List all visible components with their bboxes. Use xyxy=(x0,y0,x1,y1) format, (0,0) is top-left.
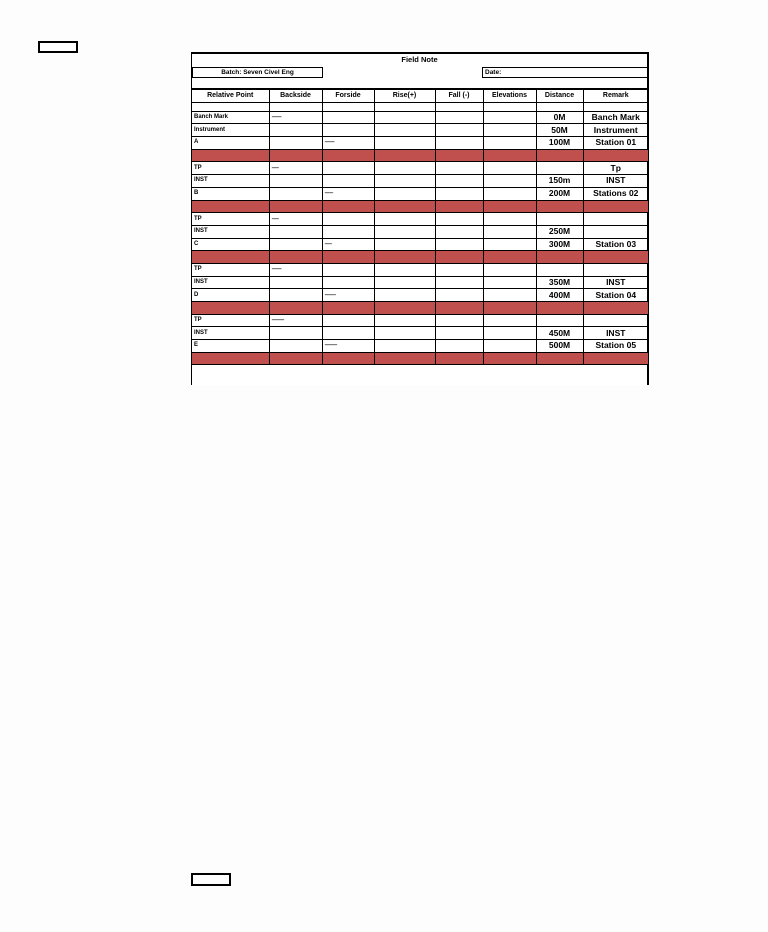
fall-cell xyxy=(435,162,483,175)
top-left-marker-box xyxy=(38,41,78,53)
batch-box xyxy=(192,67,323,78)
separator-cell xyxy=(322,251,374,264)
separator-cell xyxy=(322,200,374,213)
distance-cell: 200M xyxy=(536,187,583,200)
elevations-cell xyxy=(483,238,536,251)
elevations-cell xyxy=(483,137,536,150)
separator-cell xyxy=(374,302,435,315)
forside-cell xyxy=(322,124,374,137)
rise-cell xyxy=(374,137,435,150)
blank-row xyxy=(192,80,647,89)
distance-cell: 0M xyxy=(536,111,583,124)
separator-cell xyxy=(583,302,648,315)
separator-cell xyxy=(192,352,269,365)
distance-cell xyxy=(536,213,583,226)
elevations-cell xyxy=(483,289,536,302)
remark-cell: Instrument xyxy=(583,124,648,137)
table-header-row xyxy=(192,90,648,103)
separator-row xyxy=(192,302,648,315)
separator-cell xyxy=(374,149,435,162)
relative-point-cell: A xyxy=(192,137,269,150)
relative-point-cell: Banch Mark xyxy=(192,111,269,124)
forside-cell: ------ xyxy=(322,187,374,200)
backside-cell: ----- xyxy=(269,213,322,226)
table-row xyxy=(192,327,648,340)
separator-cell xyxy=(536,149,583,162)
separator-row xyxy=(192,149,648,162)
remark-cell xyxy=(583,213,648,226)
separator-cell xyxy=(269,149,322,162)
fall-cell xyxy=(435,263,483,276)
meta-row xyxy=(192,66,647,80)
distance-cell: 450M xyxy=(536,327,583,340)
field-note-table xyxy=(192,89,648,365)
fall-cell xyxy=(435,213,483,226)
relative-point-cell: TP xyxy=(192,213,269,226)
separator-cell xyxy=(583,149,648,162)
remark-cell: INST xyxy=(583,175,648,188)
distance-cell: 300M xyxy=(536,238,583,251)
rise-cell xyxy=(374,276,435,289)
forside-cell: --------- xyxy=(322,340,374,353)
fall-cell xyxy=(435,111,483,124)
separator-row xyxy=(192,352,648,365)
fall-cell xyxy=(435,289,483,302)
remark-cell: Station 03 xyxy=(583,238,648,251)
separator-cell xyxy=(192,200,269,213)
title-row xyxy=(192,54,647,66)
distance-cell: 500M xyxy=(536,340,583,353)
column-header: Forside xyxy=(322,90,374,103)
elevations-cell xyxy=(483,225,536,238)
backside-cell xyxy=(269,137,322,150)
distance-cell: 350M xyxy=(536,276,583,289)
separator-cell xyxy=(322,149,374,162)
separator-cell xyxy=(322,302,374,315)
backside-cell: --------- xyxy=(269,314,322,327)
table-row xyxy=(192,187,648,200)
rise-cell xyxy=(374,111,435,124)
backside-cell: ------- xyxy=(269,263,322,276)
elevations-cell xyxy=(483,187,536,200)
forside-cell xyxy=(322,327,374,340)
separator-cell xyxy=(583,352,648,365)
separator-cell xyxy=(483,149,536,162)
relative-point-cell: INST xyxy=(192,276,269,289)
remark-cell: INST xyxy=(583,327,648,340)
forside-cell: -------- xyxy=(322,289,374,302)
table-row xyxy=(192,175,648,188)
distance-cell xyxy=(536,314,583,327)
separator-cell xyxy=(483,200,536,213)
separator-cell xyxy=(435,302,483,315)
column-header: Distance xyxy=(536,90,583,103)
relative-point-cell: TP xyxy=(192,314,269,327)
forside-cell xyxy=(322,225,374,238)
separator-cell xyxy=(374,200,435,213)
backside-cell xyxy=(269,276,322,289)
elevations-cell xyxy=(483,314,536,327)
separator-row xyxy=(192,200,648,213)
fall-cell xyxy=(435,276,483,289)
relative-point-cell: Instrument xyxy=(192,124,269,137)
table-row xyxy=(192,314,648,327)
column-header: Elevations xyxy=(483,90,536,103)
remark-cell xyxy=(583,225,648,238)
separator-cell xyxy=(269,200,322,213)
rise-cell xyxy=(374,187,435,200)
relative-point-cell: INST xyxy=(192,175,269,188)
remark-cell xyxy=(583,314,648,327)
separator-cell xyxy=(269,251,322,264)
date-box xyxy=(482,67,648,78)
separator-cell xyxy=(435,352,483,365)
forside-cell xyxy=(322,111,374,124)
backside-cell xyxy=(269,124,322,137)
rise-cell xyxy=(374,162,435,175)
forside-cell xyxy=(322,213,374,226)
table-row xyxy=(192,289,648,302)
separator-cell xyxy=(374,251,435,264)
rise-cell xyxy=(374,124,435,137)
relative-point-cell: E xyxy=(192,340,269,353)
relative-point-cell: INST xyxy=(192,327,269,340)
separator-cell xyxy=(322,352,374,365)
fall-cell xyxy=(435,238,483,251)
forside-cell xyxy=(322,162,374,175)
fall-cell xyxy=(435,124,483,137)
elevations-cell xyxy=(483,175,536,188)
separator-cell xyxy=(374,352,435,365)
fall-cell xyxy=(435,314,483,327)
relative-point-cell: C xyxy=(192,238,269,251)
separator-cell xyxy=(536,200,583,213)
rise-cell xyxy=(374,238,435,251)
remark-cell: Stations 02 xyxy=(583,187,648,200)
remark-cell: Station 04 xyxy=(583,289,648,302)
backside-cell xyxy=(269,187,322,200)
fall-cell xyxy=(435,175,483,188)
separator-cell xyxy=(435,200,483,213)
remark-cell: Station 05 xyxy=(583,340,648,353)
fall-cell xyxy=(435,187,483,200)
separator-cell xyxy=(583,251,648,264)
elevations-cell xyxy=(483,213,536,226)
table-row xyxy=(192,213,648,226)
separator-cell xyxy=(269,352,322,365)
separator-cell xyxy=(483,251,536,264)
remark-cell: Banch Mark xyxy=(583,111,648,124)
remark-cell: Station 01 xyxy=(583,137,648,150)
elevations-cell xyxy=(483,124,536,137)
batch-label: Batch: Seven Civel Eng xyxy=(221,69,294,76)
separator-cell xyxy=(269,302,322,315)
table-body xyxy=(192,90,648,365)
table-row xyxy=(192,225,648,238)
elevations-cell xyxy=(483,327,536,340)
distance-cell: 100M xyxy=(536,137,583,150)
backside-cell xyxy=(269,327,322,340)
distance-cell: 400M xyxy=(536,289,583,302)
rise-cell xyxy=(374,327,435,340)
forside-cell: ------- xyxy=(322,137,374,150)
column-header: Fall (-) xyxy=(435,90,483,103)
date-label: Date: xyxy=(485,69,502,76)
rise-cell xyxy=(374,263,435,276)
separator-cell xyxy=(536,352,583,365)
distance-cell xyxy=(536,263,583,276)
table-row xyxy=(192,137,648,150)
separator-cell xyxy=(192,302,269,315)
table-row xyxy=(192,263,648,276)
rise-cell xyxy=(374,314,435,327)
separator-cell xyxy=(483,352,536,365)
elevations-cell xyxy=(483,276,536,289)
table-row xyxy=(192,238,648,251)
fall-cell xyxy=(435,327,483,340)
fall-cell xyxy=(435,340,483,353)
spacer-row xyxy=(192,102,648,111)
table-row xyxy=(192,276,648,289)
elevations-cell xyxy=(483,263,536,276)
elevations-cell xyxy=(483,162,536,175)
relative-point-cell: D xyxy=(192,289,269,302)
separator-cell xyxy=(435,251,483,264)
bottom-marker-box xyxy=(191,873,231,886)
column-header: Backside xyxy=(269,90,322,103)
table-row xyxy=(192,162,648,175)
field-note-sheet xyxy=(191,52,649,385)
forside-cell: ----- xyxy=(322,238,374,251)
distance-cell: 50M xyxy=(536,124,583,137)
table-row xyxy=(192,124,648,137)
separator-cell xyxy=(583,200,648,213)
distance-cell xyxy=(536,162,583,175)
forside-cell xyxy=(322,314,374,327)
rise-cell xyxy=(374,340,435,353)
rise-cell xyxy=(374,289,435,302)
column-header: Remark xyxy=(583,90,648,103)
rise-cell xyxy=(374,175,435,188)
rise-cell xyxy=(374,213,435,226)
separator-cell xyxy=(435,149,483,162)
backside-cell xyxy=(269,175,322,188)
forside-cell xyxy=(322,276,374,289)
field-note-title: Field Note xyxy=(401,55,438,64)
backside-cell xyxy=(269,340,322,353)
backside-cell xyxy=(269,289,322,302)
backside-cell: ------- xyxy=(269,111,322,124)
relative-point-cell: INST xyxy=(192,225,269,238)
distance-cell: 250M xyxy=(536,225,583,238)
fall-cell xyxy=(435,225,483,238)
rise-cell xyxy=(374,225,435,238)
column-header: Relative Point xyxy=(192,90,269,103)
remark-cell: INST xyxy=(583,276,648,289)
backside-cell: ----- xyxy=(269,162,322,175)
separator-cell xyxy=(483,302,536,315)
separator-cell xyxy=(536,251,583,264)
fall-cell xyxy=(435,137,483,150)
separator-cell xyxy=(192,149,269,162)
remark-cell: Tp xyxy=(583,162,648,175)
relative-point-cell: TP xyxy=(192,263,269,276)
forside-cell xyxy=(322,175,374,188)
separator-row xyxy=(192,251,648,264)
distance-cell: 150m xyxy=(536,175,583,188)
column-header: Rise(+) xyxy=(374,90,435,103)
table-row xyxy=(192,340,648,353)
elevations-cell xyxy=(483,340,536,353)
relative-point-cell: TP xyxy=(192,162,269,175)
remark-cell xyxy=(583,263,648,276)
backside-cell xyxy=(269,238,322,251)
elevations-cell xyxy=(483,111,536,124)
forside-cell xyxy=(322,263,374,276)
separator-cell xyxy=(192,251,269,264)
relative-point-cell: B xyxy=(192,187,269,200)
separator-cell xyxy=(536,302,583,315)
table-row xyxy=(192,111,648,124)
backside-cell xyxy=(269,225,322,238)
